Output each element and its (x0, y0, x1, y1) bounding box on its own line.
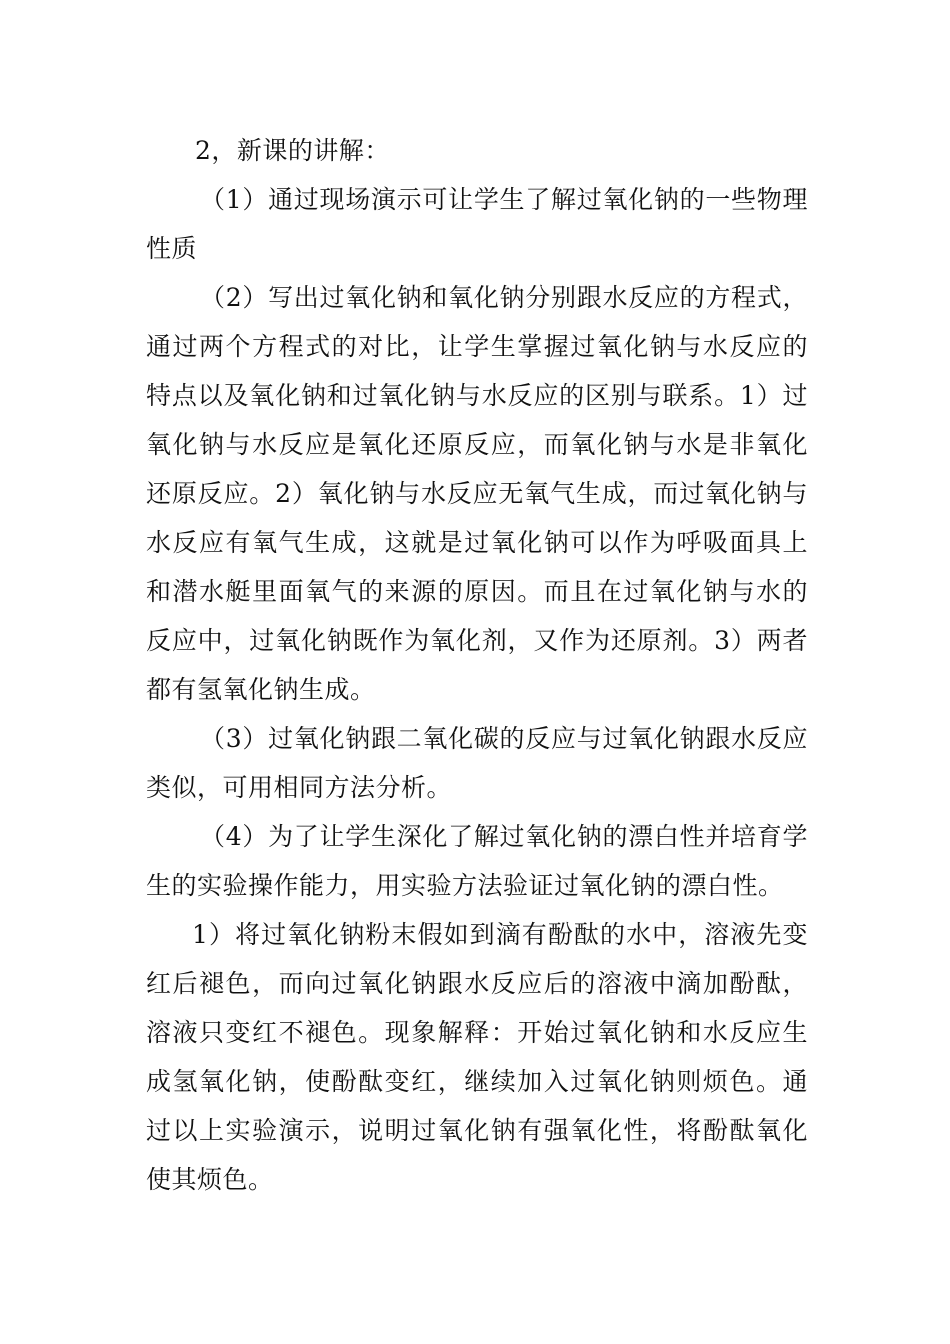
paragraph-5: 1）将过氧化钠粉末假如到滴有酚酞的水中，溶液先变红后褪色，而向过氧化钠跟水反应后的溶液中滴加酚酞，溶液只变红不褪色。现象解释：开始过氧化钠和水反应生成氢氧化钠，使酚酞变红，继续加入过氧化钠则烦色。通过以上实验演示，说明过氧化钠有强氧化性，将酚酞氧化使其烦色。 (146, 920, 808, 1194)
paragraph-1: （1）通过现场演示可让学生了解过氧化钠的一些物理性质 (146, 185, 808, 263)
document-body (146, 126, 808, 1204)
paragraph-4: （4）为了让学生深化了解过氧化钠的漂白性并培育学生的实验操作能力，用实验方法验证过氧化钠的漂白性。 (146, 822, 808, 900)
section-heading: 2，新课的讲解： (195, 136, 390, 165)
paragraph-2: （2）写出过氧化钠和氧化钠分别跟水反应的方程式，通过两个方程式的对比，让学生掌握过氧化钠与水反应的特点以及氧化钠和过氧化钠与水反应的区别与联系。1）过氧化钠与水反应是氧化还原反应，而氧化钠与水是非氧化还原反应。2）氧化钠与水反应无氧气生成，而过氧化钠与水反应有氧气生成，这就是过氧化钠可以作为呼吸面具上和潜水艇里面氧气的来源的原因。而且在过氧化钠与水的反应中，过氧化钠既作为氧化剂，又作为还原剂。3）两者都有氢氧化钠生成。 (146, 283, 808, 704)
paragraph-3: （3）过氧化钠跟二氧化碳的反应与过氧化钠跟水反应类似，可用相同方法分析。 (146, 724, 808, 802)
